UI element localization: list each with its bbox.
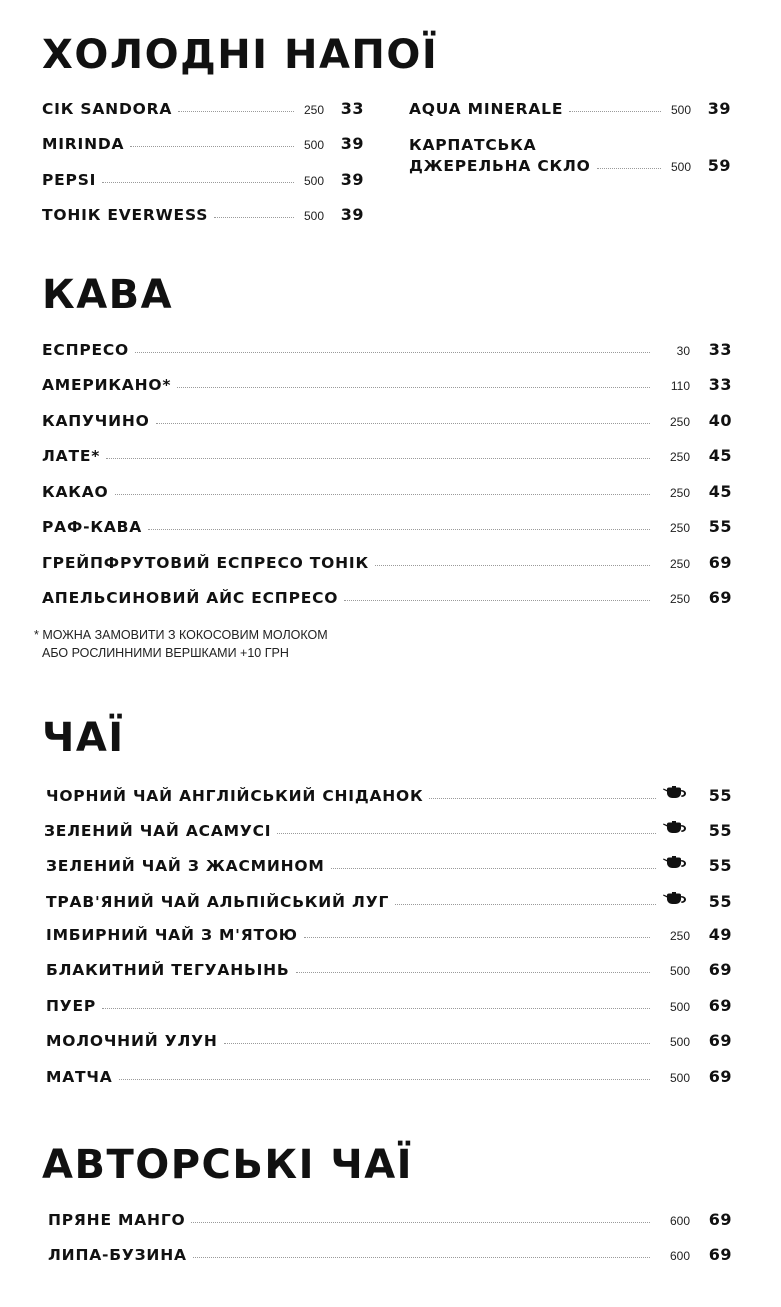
menu-item (42, 411, 732, 435)
section-title-cold-drinks: ХОЛОДНІ НАПОЇ (42, 32, 439, 78)
item-volume: 600 (669, 1214, 690, 1228)
dot-leader (224, 1043, 650, 1044)
item-name: КАКАО (42, 483, 109, 501)
item-volume: 250 (303, 103, 324, 117)
menu-item (42, 553, 732, 577)
menu-item (42, 588, 732, 612)
item-price: 45 (708, 446, 732, 465)
item-price: 33 (708, 375, 732, 394)
item-price: 39 (340, 170, 364, 189)
menu-item (46, 1031, 732, 1055)
dot-leader (177, 387, 650, 388)
menu-item (42, 99, 364, 123)
menu-item (42, 446, 732, 470)
item-volume: 500 (303, 209, 324, 223)
dot-leader (344, 600, 650, 601)
item-price: 45 (708, 482, 732, 501)
dot-leader (331, 868, 656, 869)
item-volume: 500 (669, 1035, 690, 1049)
item-name: ПУЕР (46, 997, 97, 1015)
menu-item (46, 853, 732, 877)
item-name: PEPSI (42, 171, 97, 189)
item-name: ЛИПА-БУЗИНА (48, 1246, 187, 1264)
item-volume: 250 (669, 521, 690, 535)
item-price: 40 (708, 411, 732, 430)
dot-leader (304, 937, 650, 938)
menu-item (48, 1245, 732, 1269)
item-price: 69 (708, 588, 732, 607)
dot-leader (102, 182, 294, 183)
item-price: 33 (340, 99, 364, 118)
item-name-line1: КАРПАТСЬКА (409, 136, 537, 154)
menu-item (46, 889, 732, 913)
menu-item (42, 134, 364, 158)
item-name: КАПУЧИНО (42, 412, 150, 430)
item-price: 69 (708, 996, 732, 1015)
section-title-author-teas: АВТОРСЬКІ ЧАЇ (42, 1142, 414, 1188)
item-volume: 110 (670, 379, 690, 393)
item-name: МАТЧА (46, 1068, 113, 1086)
menu-item (42, 340, 732, 364)
item-price: 69 (708, 553, 732, 572)
menu-item (46, 1067, 732, 1091)
item-volume: 250 (669, 592, 690, 606)
teapot-icon (662, 853, 688, 871)
item-volume: 250 (669, 450, 690, 464)
item-price: 69 (708, 1067, 732, 1086)
menu-item (46, 996, 732, 1020)
item-name: СІК SANDORA (42, 100, 173, 118)
menu-item (46, 960, 732, 984)
dot-leader (102, 1008, 650, 1009)
teapot-icon (662, 783, 688, 801)
item-volume: 250 (669, 415, 690, 429)
dot-leader (130, 146, 294, 147)
menu-item (46, 783, 732, 807)
menu-item (44, 818, 732, 842)
item-price: 55 (708, 821, 732, 840)
item-volume: 250 (669, 557, 690, 571)
dot-leader (148, 529, 650, 530)
dot-leader (191, 1222, 650, 1223)
item-price: 33 (708, 340, 732, 359)
dot-leader (119, 1079, 650, 1080)
teapot-icon (662, 889, 688, 907)
dot-leader (429, 798, 656, 799)
item-name: ЗЕЛЕНИЙ ЧАЙ АСАМУСІ (44, 822, 272, 840)
dot-leader (296, 972, 650, 973)
menu-item (42, 205, 364, 229)
menu-item (42, 375, 732, 399)
item-name: ПРЯНЕ МАНГО (48, 1211, 186, 1229)
dot-leader (395, 904, 656, 905)
item-name: ГРЕЙПФРУТОВИЙ ЕСПРЕСО ТОНІК (42, 554, 369, 572)
dot-leader (277, 833, 656, 834)
item-volume: 500 (303, 174, 324, 188)
item-price: 69 (708, 1210, 732, 1229)
section-title-teas: ЧАЇ (42, 715, 125, 761)
menu-item (42, 170, 364, 194)
item-price: 49 (708, 925, 732, 944)
item-price: 59 (707, 156, 731, 175)
item-price: 39 (707, 99, 731, 118)
item-price: 55 (708, 892, 732, 911)
dot-leader (106, 458, 650, 459)
item-name-line2: ДЖЕРЕЛЬНА СКЛО (409, 157, 591, 175)
item-name: ТРАВ'ЯНИЙ ЧАЙ АЛЬПІЙСЬКИЙ ЛУГ (46, 893, 390, 911)
footnote-line2: АБО РОСЛИННИМИ ВЕРШКАМИ +10 ГРН (42, 646, 289, 660)
section-title-coffee: КАВА (42, 272, 174, 318)
dot-leader (115, 494, 650, 495)
item-volume: 250 (669, 929, 690, 943)
item-volume: 500 (669, 1071, 690, 1085)
dot-leader (193, 1257, 650, 1258)
menu-item (42, 482, 732, 506)
dot-leader (178, 111, 294, 112)
item-name: ІМБИРНИЙ ЧАЙ З М'ЯТОЮ (46, 926, 298, 944)
menu-item (48, 1210, 732, 1234)
item-name: ЕСПРЕСО (42, 341, 130, 359)
coffee-footnote (34, 626, 328, 662)
dot-leader (375, 565, 650, 566)
item-volume: 500 (669, 1000, 690, 1014)
item-name: ЗЕЛЕНИЙ ЧАЙ З ЖАСМИНОМ (46, 857, 325, 875)
item-name: AQUA MINERALE (409, 100, 564, 118)
item-name: ЧОРНИЙ ЧАЙ АНГЛІЙСЬКИЙ СНІДАНОК (46, 787, 424, 805)
dot-leader (214, 217, 294, 218)
item-volume: 600 (669, 1249, 690, 1263)
item-price: 39 (340, 134, 364, 153)
item-price: 69 (708, 960, 732, 979)
dot-leader (569, 111, 661, 112)
item-name: РАФ-КАВА (42, 518, 143, 536)
item-name: ТОНІК EVERWESS (42, 206, 209, 224)
footnote-line1: * МОЖНА ЗАМОВИТИ З КОКОСОВИМ МОЛОКОМ (34, 628, 328, 642)
item-volume: 500 (303, 138, 324, 152)
item-name: ЛАТЕ* (42, 447, 101, 465)
item-volume: 500 (670, 103, 691, 117)
menu-item (409, 99, 731, 123)
item-volume: 250 (669, 486, 690, 500)
dot-leader (135, 352, 650, 353)
dot-leader (597, 168, 661, 169)
item-volume: 30 (676, 344, 690, 358)
item-price: 55 (708, 517, 732, 536)
item-volume: 500 (669, 964, 690, 978)
menu-item (42, 517, 732, 541)
item-price: 69 (708, 1245, 732, 1264)
menu-item (46, 925, 732, 949)
teapot-icon (662, 818, 688, 836)
item-name: БЛАКИТНИЙ ТЕГУАНЬІНЬ (46, 961, 290, 979)
item-name: МОЛОЧНИЙ УЛУН (46, 1032, 218, 1050)
item-price: 55 (708, 856, 732, 875)
menu-item (409, 156, 731, 180)
item-name: MIRINDA (42, 135, 125, 153)
item-price: 55 (708, 786, 732, 805)
item-price: 69 (708, 1031, 732, 1050)
item-price: 39 (340, 205, 364, 224)
item-name: АМЕРИКАНО* (42, 376, 172, 394)
item-name: АПЕЛЬСИНОВИЙ АЙС ЕСПРЕСО (42, 589, 339, 607)
item-volume: 500 (670, 160, 691, 174)
dot-leader (156, 423, 650, 424)
